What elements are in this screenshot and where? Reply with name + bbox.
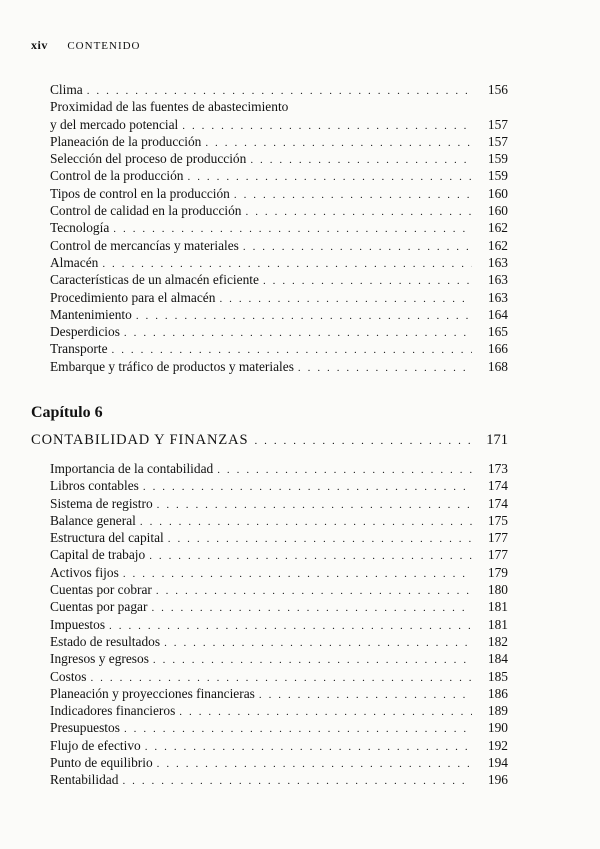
- toc-entry-title: Presupuestos: [50, 720, 120, 736]
- toc-entry-title: Procedimiento para el almacén: [50, 289, 216, 305]
- toc-entry-page: 157: [487, 116, 508, 132]
- dot-leader: [136, 308, 472, 325]
- toc-entry-title: Selección del proceso de producción: [50, 151, 247, 167]
- toc-entry[interactable]: [50, 546, 508, 563]
- toc-entry-title: Control de calidad en la producción: [50, 203, 242, 219]
- toc-entry[interactable]: [50, 529, 508, 546]
- toc-entry-page: 174: [487, 478, 508, 494]
- toc-entry-page: 166: [487, 341, 508, 357]
- toc-entry[interactable]: [50, 512, 508, 529]
- running-header: [31, 38, 141, 53]
- toc-entry-page: 164: [487, 306, 508, 322]
- toc-entry[interactable]: [50, 719, 508, 736]
- dot-leader: [298, 360, 472, 377]
- toc-entry[interactable]: [50, 340, 508, 357]
- toc-entry-page: 168: [487, 358, 508, 374]
- toc-entry[interactable]: [50, 598, 508, 615]
- dot-leader: [217, 462, 472, 479]
- toc-entry-page: 162: [487, 220, 508, 236]
- toc-entry[interactable]: [50, 133, 508, 150]
- dot-leader: [263, 273, 472, 290]
- toc-entry[interactable]: [50, 271, 508, 288]
- chapter-page: 171: [486, 432, 508, 448]
- toc-entry-title: Capital de trabajo: [50, 547, 146, 563]
- toc-entry-title: Activos fijos: [50, 564, 119, 580]
- dot-leader: [219, 291, 472, 308]
- dot-leader: [188, 169, 472, 186]
- toc-entry-page: 160: [487, 203, 508, 219]
- toc-entry[interactable]: [50, 616, 508, 633]
- dot-leader: [124, 325, 472, 342]
- toc-entry[interactable]: [50, 81, 508, 98]
- dot-leader: [246, 204, 473, 221]
- toc-list-chapter-6: [50, 460, 508, 789]
- toc-entry[interactable]: [50, 202, 508, 219]
- toc-entry-page: 190: [487, 720, 508, 736]
- toc-entry-title: Control de mercancías y materiales: [50, 237, 239, 253]
- toc-entry-title: Impuestos: [50, 616, 106, 632]
- toc-entry-title: Clima: [50, 82, 83, 97]
- dot-leader: [250, 152, 472, 169]
- toc-entry[interactable]: [50, 650, 508, 667]
- dot-leader: [243, 239, 472, 256]
- toc-entry-title: Tipos de control en la producción: [50, 185, 230, 201]
- dot-leader: [153, 652, 472, 669]
- dot-leader: [143, 479, 472, 496]
- toc-entry-title: Tecnología: [50, 220, 110, 236]
- toc-entry-title: Sistema de registro: [50, 495, 153, 511]
- toc-entry-page: 156: [487, 82, 508, 97]
- toc-entry-page: 177: [487, 547, 508, 563]
- toc-entry-title: Estado de resultados: [50, 633, 161, 649]
- toc-entry-page: 181: [487, 616, 508, 632]
- toc-entry[interactable]: [50, 495, 508, 512]
- toc-entry[interactable]: [50, 685, 508, 702]
- toc-entry-page: 159: [487, 168, 508, 184]
- toc-entry[interactable]: [50, 358, 508, 375]
- toc-entry-title: Costos: [50, 668, 87, 684]
- toc-entry-title: y del mercado potencial: [50, 116, 179, 132]
- toc-entry-title: Transporte: [50, 341, 108, 357]
- toc-entry-page: 173: [487, 461, 508, 476]
- toc-entry-page: 162: [487, 237, 508, 253]
- toc-entry[interactable]: [50, 219, 508, 236]
- toc-entry[interactable]: [50, 633, 508, 650]
- toc-entry-page: 163: [487, 289, 508, 305]
- toc-entry-title: Desperdicios: [50, 324, 120, 340]
- toc-entry[interactable]: [50, 289, 508, 306]
- toc-entry[interactable]: [50, 581, 508, 598]
- toc-entry-page: 165: [487, 324, 508, 340]
- toc-entry-title: Estructura del capital: [50, 530, 164, 546]
- toc-entry[interactable]: [50, 702, 508, 719]
- toc-entry[interactable]: [50, 323, 508, 340]
- toc-entry-page: 182: [487, 633, 508, 649]
- toc-entry-page: 189: [487, 703, 508, 719]
- dot-leader: [254, 435, 472, 447]
- toc-entry-page: 181: [487, 599, 508, 615]
- toc-entry-page: 177: [487, 530, 508, 546]
- toc-list-continued: [50, 81, 508, 375]
- toc-entry-page: 179: [487, 564, 508, 580]
- chapter-title-entry[interactable]: [31, 432, 508, 449]
- toc-entry-page: 157: [487, 133, 508, 149]
- toc-entry[interactable]: [50, 237, 508, 254]
- toc-entry[interactable]: [50, 771, 508, 788]
- dot-leader: [157, 756, 472, 773]
- toc-entry-page: 175: [487, 512, 508, 528]
- toc-entry-page: 184: [487, 651, 508, 667]
- dot-leader: [182, 118, 472, 135]
- toc-entry[interactable]: [50, 98, 508, 115]
- toc-entry-page: 160: [487, 185, 508, 201]
- page-number: xiv: [31, 38, 48, 52]
- toc-entry[interactable]: [50, 116, 508, 133]
- dot-leader: [109, 618, 472, 635]
- toc-entry-title: Almacén: [50, 254, 99, 270]
- toc-entry[interactable]: [50, 460, 508, 477]
- toc-entry-title: Rentabilidad: [50, 772, 119, 788]
- running-title: CONTENIDO: [67, 40, 141, 52]
- dot-leader: [179, 704, 472, 721]
- dot-leader: [168, 531, 472, 548]
- toc-entry-page: 174: [487, 495, 508, 511]
- dot-leader: [123, 566, 472, 583]
- toc-entry-page: 185: [487, 668, 508, 684]
- toc-entry-title: Control de la producción: [50, 168, 184, 184]
- toc-entry-page: 186: [487, 685, 508, 701]
- toc-entry-title: Mantenimiento: [50, 306, 132, 322]
- toc-entry-page: 163: [487, 272, 508, 288]
- dot-leader: [157, 497, 472, 514]
- toc-entry[interactable]: [50, 185, 508, 202]
- toc-entry-title: Libros contables: [50, 478, 139, 494]
- toc-entry-title: Embarque y tráfico de productos y materiales: [50, 358, 294, 374]
- toc-entry-page: 192: [487, 737, 508, 753]
- dot-leader: [149, 548, 472, 565]
- dot-leader: [140, 514, 472, 531]
- toc-entry[interactable]: [50, 564, 508, 581]
- toc-entry-page: 159: [487, 151, 508, 167]
- toc-entry[interactable]: [50, 254, 508, 271]
- chapter-title: CONTABILIDAD Y FINANZAS: [31, 432, 249, 448]
- toc-entry-page: 180: [487, 582, 508, 598]
- toc-entry[interactable]: [50, 754, 508, 771]
- toc-entry-title: Punto de equilibrio: [50, 755, 153, 771]
- dot-leader: [151, 600, 472, 617]
- toc-entry[interactable]: [50, 477, 508, 494]
- dot-leader: [156, 583, 472, 600]
- toc-entry-page: 194: [487, 755, 508, 771]
- dot-leader: [164, 635, 472, 652]
- toc-entry-title: Indicadores financieros: [50, 703, 176, 719]
- toc-entry-title: Cuentas por cobrar: [50, 582, 152, 598]
- toc-entry[interactable]: [50, 668, 508, 685]
- toc-entry-title: Planeación de la producción: [50, 133, 202, 149]
- toc-entry-page: 163: [487, 254, 508, 270]
- dot-leader: [234, 187, 472, 204]
- chapter-label: Capítulo 6: [31, 404, 103, 421]
- toc-entry[interactable]: [50, 167, 508, 184]
- dot-leader: [145, 739, 472, 756]
- toc-entry-title: Características de un almacén eficiente: [50, 272, 259, 288]
- toc-entry-title: Cuentas por pagar: [50, 599, 148, 615]
- toc-entry-title: Flujo de efectivo: [50, 737, 141, 753]
- toc-entry-page: 196: [487, 772, 508, 788]
- toc-entry-title: Proximidad de las fuentes de abastecimiento: [50, 99, 289, 115]
- dot-leader: [124, 721, 472, 738]
- dot-leader: [122, 773, 472, 790]
- toc-entry-title: Balance general: [50, 512, 136, 528]
- toc-entry-title: Planeación y proyecciones financieras: [50, 685, 255, 701]
- toc-entry[interactable]: [50, 737, 508, 754]
- toc-entry[interactable]: [50, 306, 508, 323]
- dot-leader: [259, 687, 472, 704]
- toc-entry[interactable]: [50, 150, 508, 167]
- toc-entry-title: Importancia de la contabilidad: [50, 461, 214, 476]
- toc-entry-title: Ingresos y egresos: [50, 651, 149, 667]
